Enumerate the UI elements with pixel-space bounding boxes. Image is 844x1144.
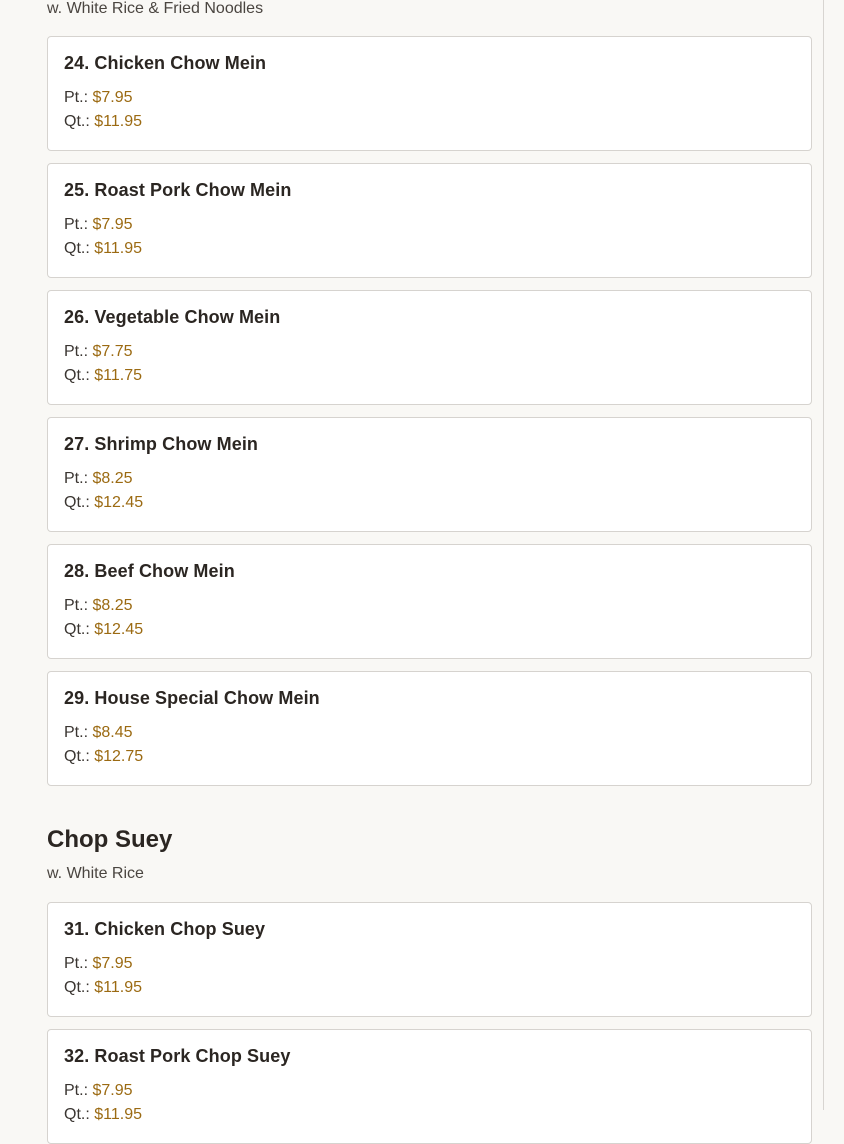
menu-item-card[interactable] [47, 544, 812, 659]
quart-price-row [64, 239, 142, 259]
menu-item-name: 25. Roast Pork Chow Mein [64, 180, 292, 200]
menu-item-name: 28. Beef Chow Mein [64, 561, 235, 581]
pint-price-row [64, 215, 133, 235]
menu-item-name: 24. Chicken Chow Mein [64, 53, 267, 73]
pint-price: $7.95 [92, 89, 133, 106]
pint-label: Pt.: [64, 216, 89, 233]
quart-label: Qt.: [64, 494, 90, 511]
chow-mein-subtitle: w. White Rice & Fried Noodles [47, 0, 264, 17]
pint-price-row [64, 954, 133, 974]
quart-price: $12.45 [94, 494, 144, 511]
quart-price: $12.45 [94, 621, 144, 638]
pint-price: $7.95 [92, 1082, 133, 1099]
pint-price-row [64, 596, 133, 616]
pint-label: Pt.: [64, 1082, 89, 1099]
pint-price-row [64, 88, 133, 108]
quart-price: $11.95 [94, 979, 142, 996]
quart-label: Qt.: [64, 621, 90, 638]
quart-price-row [64, 493, 143, 513]
quart-label: Qt.: [64, 240, 90, 257]
quart-label: Qt.: [64, 113, 90, 130]
menu-item-card[interactable] [47, 417, 812, 532]
pint-price: $8.25 [92, 597, 133, 614]
menu-item-card[interactable] [47, 671, 812, 786]
quart-price-row [64, 1105, 142, 1125]
quart-price-row [64, 978, 142, 998]
chop-suey-subtitle: w. White Rice [47, 865, 144, 882]
pint-price: $8.25 [92, 470, 133, 487]
quart-price-row [64, 620, 143, 640]
menu-item-card[interactable] [47, 902, 812, 1017]
menu-item-name: 29. House Special Chow Mein [64, 688, 320, 708]
quart-price: $11.95 [94, 240, 142, 257]
quart-price-row [64, 747, 143, 767]
pint-price-row [64, 469, 133, 489]
pint-price: $8.45 [92, 724, 133, 741]
quart-price: $12.75 [94, 748, 144, 765]
pint-price-row [64, 342, 133, 362]
quart-label: Qt.: [64, 979, 90, 996]
quart-label: Qt.: [64, 367, 90, 384]
pint-label: Pt.: [64, 597, 89, 614]
menu-item-name: 32. Roast Pork Chop Suey [64, 1046, 291, 1066]
quart-price-row [64, 112, 142, 132]
pint-price-row [64, 1081, 133, 1101]
menu-item-card[interactable] [47, 1029, 812, 1144]
quart-label: Qt.: [64, 748, 90, 765]
pint-price: $7.95 [92, 955, 133, 972]
quart-price-row [64, 366, 142, 386]
pint-label: Pt.: [64, 343, 89, 360]
menu-item-name: 26. Vegetable Chow Mein [64, 307, 281, 327]
menu-item-name: 31. Chicken Chop Suey [64, 919, 266, 939]
menu-item-card[interactable] [47, 163, 812, 278]
menu-item-name: 27. Shrimp Chow Mein [64, 434, 259, 454]
pint-label: Pt.: [64, 724, 89, 741]
pint-price: $7.75 [92, 343, 133, 360]
page-edge-divider [823, 0, 824, 1110]
pint-label: Pt.: [64, 470, 89, 487]
quart-price: $11.75 [94, 367, 142, 384]
section-title-chop-suey: Chop Suey [47, 826, 173, 853]
menu-item-card[interactable] [47, 36, 812, 151]
quart-label: Qt.: [64, 1106, 90, 1123]
pint-label: Pt.: [64, 955, 89, 972]
pint-price: $7.95 [92, 216, 133, 233]
menu-item-card[interactable] [47, 290, 812, 405]
pint-label: Pt.: [64, 89, 89, 106]
quart-price: $11.95 [94, 113, 142, 130]
pint-price-row [64, 723, 133, 743]
quart-price: $11.95 [94, 1106, 142, 1123]
